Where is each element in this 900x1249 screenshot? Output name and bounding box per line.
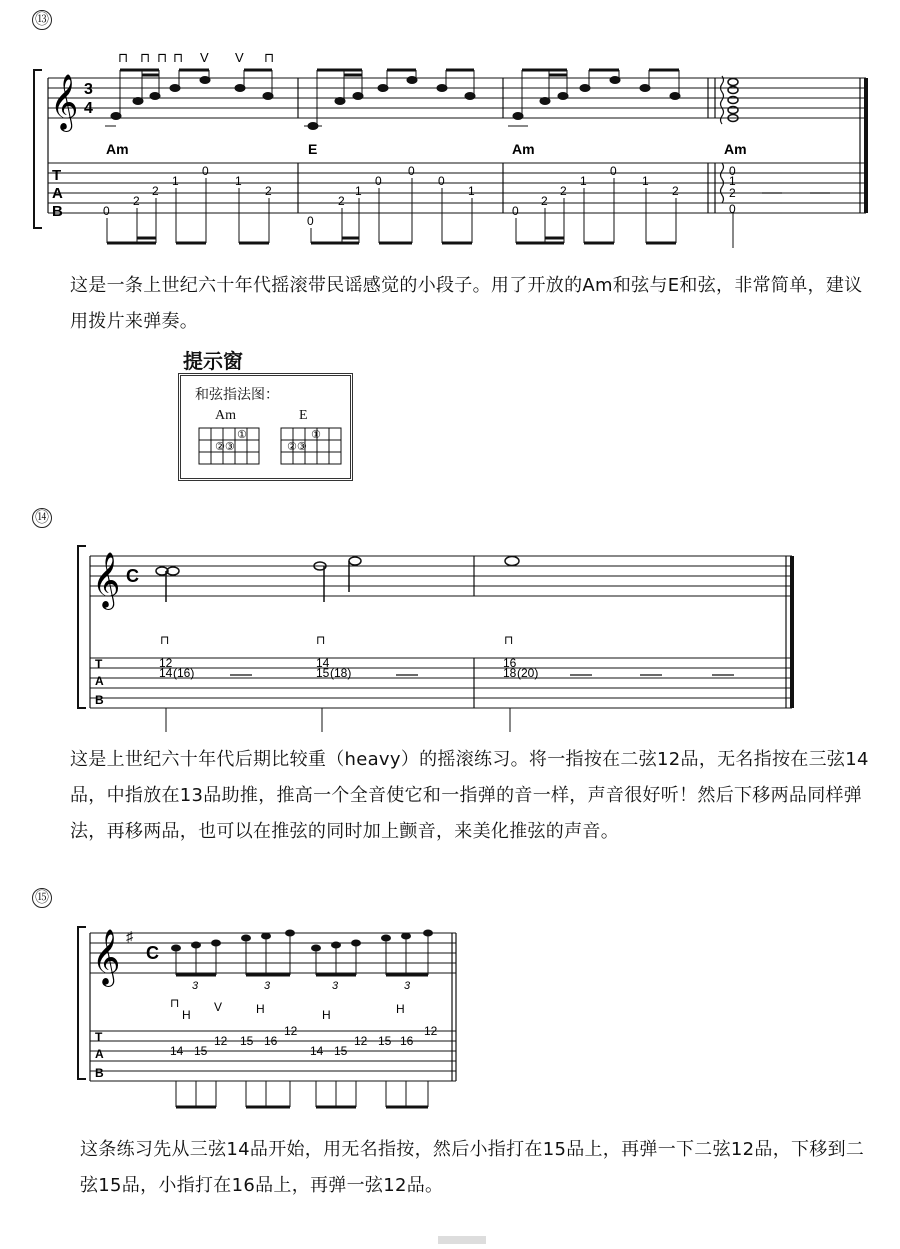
svg-text:0: 0: [610, 164, 617, 178]
exercise-number: ⑬: [32, 10, 52, 30]
svg-text:3: 3: [192, 980, 199, 992]
chord-name: E: [308, 141, 318, 157]
svg-text:1: 1: [172, 174, 179, 188]
svg-text:0: 0: [408, 164, 415, 178]
svg-text:3: 3: [404, 980, 411, 992]
svg-text:1: 1: [729, 174, 736, 188]
svg-text:2: 2: [338, 194, 345, 208]
svg-text:A: A: [95, 1047, 104, 1061]
svg-text:18: 18: [503, 666, 517, 680]
paragraph-exercise-14: 这是上世纪六十年代后期比较重（heavy）的摇滚练习。将一指按在二弦12品，无名指按在三弦14品，中指放在13品助推，推高一个全音使它和一指弹的音一样，声音很好听！然后下移两品同样弹法，再移两品，也可以在推弦的同时加上颤音，来美化推弦的声音。: [70, 749, 869, 842]
svg-text:15: 15: [378, 1034, 392, 1048]
svg-text:2: 2: [541, 194, 548, 208]
svg-text:⊓: ⊓: [170, 996, 180, 1010]
svg-text:0: 0: [307, 214, 314, 228]
treble-clef-icon: 𝄞: [92, 931, 121, 984]
chord-diagrams: [181, 424, 351, 484]
svg-text:①: ①: [237, 428, 247, 441]
svg-text:A: A: [95, 674, 104, 688]
svg-text:0: 0: [729, 164, 736, 178]
pick-mark: ⊓: [140, 50, 151, 65]
time-sig: C: [126, 566, 139, 586]
svg-text:2: 2: [133, 194, 140, 208]
triplet-marks: [192, 980, 411, 992]
svg-text:0: 0: [512, 204, 519, 218]
pick-mark: V: [200, 50, 209, 65]
svg-text:1: 1: [580, 174, 587, 188]
svg-text:(18): (18): [330, 666, 352, 680]
svg-text:B: B: [95, 1066, 104, 1080]
chord-name: Am: [724, 141, 747, 157]
score-exercise-13: [0, 0, 900, 270]
svg-text:14: 14: [316, 656, 330, 670]
svg-text:12: 12: [424, 1024, 438, 1038]
svg-text:0: 0: [202, 164, 209, 178]
tab-label-a: A: [52, 185, 63, 202]
svg-text:②③: ②③: [287, 440, 307, 453]
pick-mark: ⊓: [118, 50, 129, 65]
svg-text:(20): (20): [517, 666, 539, 680]
svg-text:14: 14: [310, 1044, 324, 1058]
svg-text:T: T: [95, 1030, 103, 1044]
svg-text:15: 15: [194, 1044, 208, 1058]
svg-text:16: 16: [264, 1034, 278, 1048]
pick-mark: ⊓: [157, 50, 168, 65]
chord-diagram-name: Am: [215, 408, 236, 423]
svg-text:H: H: [396, 1002, 405, 1016]
pick-mark: V: [235, 50, 244, 65]
svg-text:12: 12: [354, 1034, 368, 1048]
chord-diagram-name: E: [299, 408, 308, 423]
score-exercise-14: [0, 540, 900, 740]
svg-text:0: 0: [438, 174, 445, 188]
svg-text:12: 12: [159, 656, 173, 670]
svg-text:16: 16: [400, 1034, 414, 1048]
svg-text:(16): (16): [173, 666, 195, 680]
svg-text:V: V: [214, 1000, 223, 1014]
treble-clef-icon: 𝄞: [50, 76, 79, 129]
svg-text:3: 3: [332, 980, 339, 992]
time-sig: C: [146, 943, 159, 963]
pick-mark: ⊓: [173, 50, 184, 65]
svg-text:①: ①: [311, 428, 321, 441]
svg-text:16: 16: [503, 656, 517, 670]
svg-text:3: 3: [264, 980, 271, 992]
svg-text:0: 0: [103, 204, 110, 218]
svg-text:2: 2: [729, 186, 736, 200]
svg-text:14: 14: [159, 666, 173, 680]
pick-marks: [160, 633, 513, 647]
tab-labels: [95, 657, 104, 707]
svg-text:②③: ②③: [215, 440, 235, 453]
sharp-icon: ♯: [126, 928, 133, 944]
svg-text:⊓: ⊓: [316, 633, 326, 647]
svg-text:2: 2: [152, 184, 159, 198]
time-sig-bottom: 4: [84, 100, 93, 117]
svg-text:15: 15: [240, 1034, 254, 1048]
svg-text:2: 2: [672, 184, 679, 198]
tab-labels: [95, 1030, 104, 1080]
treble-clef-icon: 𝄞: [92, 554, 121, 607]
svg-text:0: 0: [375, 174, 382, 188]
svg-text:14: 14: [170, 1044, 184, 1058]
svg-text:0: 0: [729, 202, 736, 216]
time-sig-top: 3: [84, 81, 93, 98]
final-chord: [721, 76, 739, 248]
svg-text:1: 1: [468, 184, 475, 198]
svg-text:12: 12: [284, 1024, 298, 1038]
svg-text:1: 1: [235, 174, 242, 188]
svg-text:B: B: [95, 693, 104, 707]
pick-mark: ⊓: [264, 50, 275, 65]
svg-text:H: H: [256, 1002, 265, 1016]
svg-text:H: H: [322, 1008, 331, 1022]
chord-name: Am: [106, 141, 129, 157]
paragraph-exercise-15: 这条练习先从三弦14品开始，用无名指按，然后小指打在15品上，再弹一下二弦12品，下移到二弦15品，小指打在16品上，再弹一弦12品。: [80, 1139, 865, 1196]
svg-text:H: H: [182, 1008, 191, 1022]
notes-measure-2: [304, 70, 475, 130]
svg-text:2: 2: [560, 184, 567, 198]
svg-text:15: 15: [316, 666, 330, 680]
hint-label: 和弦指法图：: [195, 387, 279, 403]
svg-text:12: 12: [214, 1034, 228, 1048]
paragraph-exercise-13: 这是一条上世纪六十年代摇滚带民谣感觉的小段子。用了开放的Am和弦与E和弦，非常简单，建议用拨片来弹奏。: [70, 275, 863, 332]
pick-marks: [118, 50, 274, 65]
svg-text:⊓: ⊓: [504, 633, 514, 647]
page-footer-mark: [438, 1236, 486, 1244]
score-exercise-15: [0, 915, 900, 1115]
hint-box: [178, 373, 353, 481]
svg-text:1: 1: [355, 184, 362, 198]
tab-numbers: [103, 164, 736, 228]
exercise-number: ⑮: [32, 888, 52, 908]
hint-title: 提示窗: [183, 349, 243, 373]
chord-name: Am: [512, 141, 535, 157]
svg-text:2: 2: [265, 184, 272, 198]
svg-text:15: 15: [334, 1044, 348, 1058]
technique-marks: [170, 996, 405, 1022]
svg-text:⊓: ⊓: [160, 633, 170, 647]
svg-text:T: T: [95, 657, 103, 671]
bend-notes: [156, 557, 519, 603]
tab-label-t: T: [52, 167, 62, 184]
svg-text:1: 1: [642, 174, 649, 188]
exercise-number: ⑭: [32, 508, 52, 528]
tab-label-b: B: [52, 203, 63, 220]
